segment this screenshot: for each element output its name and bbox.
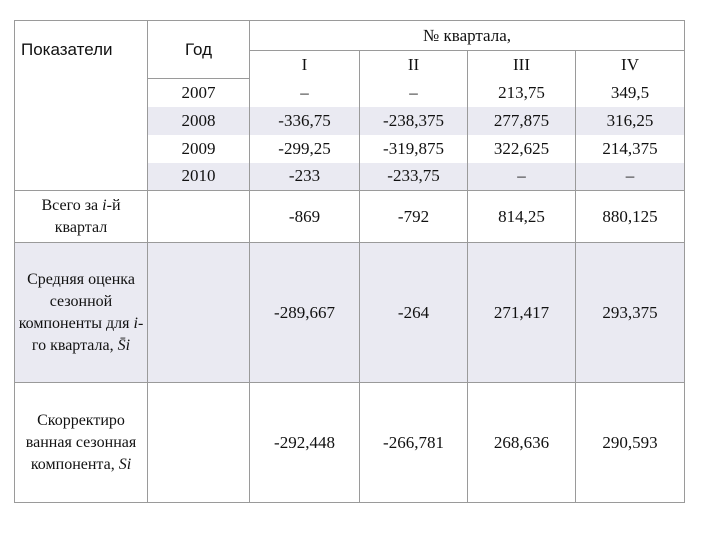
value-cell: 349,5 [576, 79, 685, 107]
total-label-prefix: Всего за [41, 196, 103, 214]
value-cell: 277,875 [468, 107, 576, 135]
adjusted-value: 290,593 [576, 383, 685, 503]
avg-value: 271,417 [468, 243, 576, 383]
value-cell: – [360, 79, 468, 107]
value-cell: -299,25 [250, 135, 360, 163]
total-label-var: i [102, 196, 107, 214]
avg-value: -264 [360, 243, 468, 383]
value-cell: – [468, 163, 576, 191]
total-value: 880,125 [576, 191, 685, 243]
value-cell: -238,375 [360, 107, 468, 135]
value-cell: 214,375 [576, 135, 685, 163]
value-cell: -319,875 [360, 135, 468, 163]
adjusted-value: 268,636 [468, 383, 576, 503]
year-empty-cell [148, 243, 250, 383]
header-quarter-4: IV [576, 51, 685, 79]
year-cell: 2008 [148, 107, 250, 135]
avg-value: 293,375 [576, 243, 685, 383]
value-cell: 322,625 [468, 135, 576, 163]
total-value: -792 [360, 191, 468, 243]
adjusted-value: -292,448 [250, 383, 360, 503]
year-empty-cell [148, 191, 250, 243]
header-indicators [15, 21, 148, 79]
value-cell: -336,75 [250, 107, 360, 135]
total-label [15, 191, 148, 243]
avg-label-symbol: S̄i [117, 336, 131, 354]
indicators-empty-cell [15, 79, 148, 191]
header-quarter-no-label: № квартала, [423, 25, 511, 45]
adjusted-label [15, 383, 148, 503]
value-cell: -233 [250, 163, 360, 191]
avg-label-suffix: -го квартала, [31, 314, 144, 354]
header-quarter-no [250, 21, 685, 51]
adjusted-label-symbol: Si [118, 455, 132, 473]
year-empty-cell [148, 383, 250, 503]
total-label-suffix: -й квартал [54, 196, 121, 236]
adjusted-label-text: Скорректиро ванная сезонная компонента, [25, 411, 137, 473]
year-cell: 2007 [148, 79, 250, 107]
header-quarter-3: III [468, 51, 576, 79]
seasonal-component-table [14, 20, 685, 503]
avg-label [15, 243, 148, 383]
avg-label-prefix: Средняя оценка сезонной компоненты для [18, 270, 135, 332]
value-cell: – [576, 163, 685, 191]
year-cell: 2010 [148, 163, 250, 191]
header-year-label: Год [184, 39, 213, 59]
header-quarter-1: I [250, 51, 360, 79]
header-indicators-label: Показатели [21, 39, 113, 59]
year-cell: 2009 [148, 135, 250, 163]
header-year [148, 21, 250, 79]
header-quarter-2: II [360, 51, 468, 79]
avg-value: -289,667 [250, 243, 360, 383]
total-value: 814,25 [468, 191, 576, 243]
value-cell: – [250, 79, 360, 107]
adjusted-value: -266,781 [360, 383, 468, 503]
value-cell: -233,75 [360, 163, 468, 191]
total-value: -869 [250, 191, 360, 243]
avg-label-var: i [133, 314, 138, 332]
value-cell: 316,25 [576, 107, 685, 135]
value-cell: 213,75 [468, 79, 576, 107]
